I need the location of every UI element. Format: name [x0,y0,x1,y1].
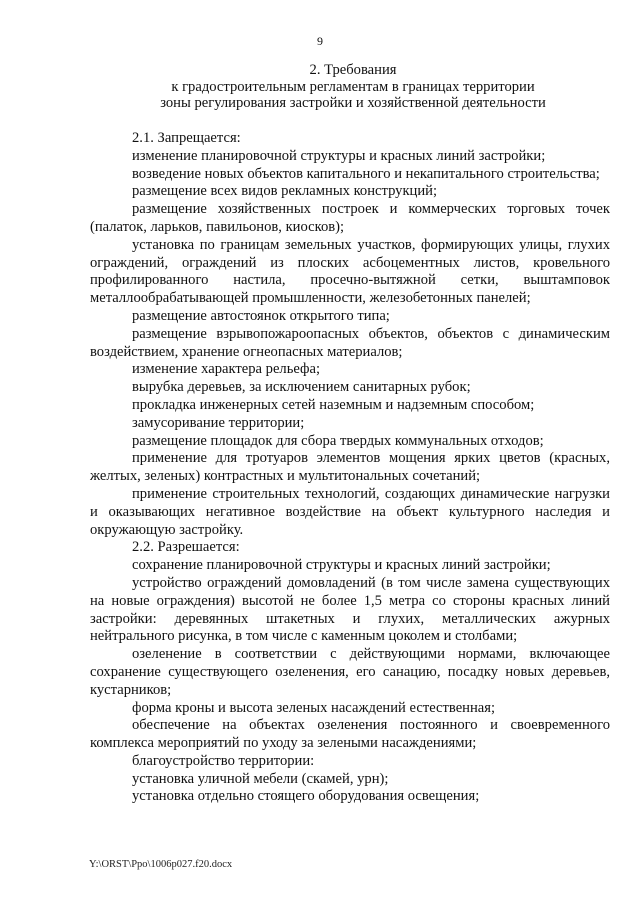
paragraph: установка по границам земельных участков, формирующих улицы, глухих ограждений, ограждений из плоских асбоцементных листов, кровельного профилированного настила, просечно-вытяжной сетки, выштамповок металлообрабатывающей промышленности, железобетонных панелей; [90,236,610,307]
paragraph: размещение хозяйственных построек и коммерческих торговых точек (палаток, ларьков, павильонов, киосков); [90,201,610,235]
heading-line-1: 2. Требования [309,62,397,78]
paragraph: применение для тротуаров элементов мощения ярких цветов (красных, желтых, зеленых) контрастных и мультитональных сочетаний; [90,450,610,485]
page-number: 9 [317,34,323,48]
heading-line-3: зоны регулирования застройки и хозяйственной деятельности [160,95,546,111]
document-body [90,130,610,806]
paragraph: форма кроны и высота зеленых насаждений естественная; [132,699,496,716]
paragraph: размещение взрывопожароопасных объектов, объектов с динамическим воздействием, хранение огнеопасных материалов; [90,325,610,360]
paragraph: размещение всех видов рекламных конструкций; [132,183,438,200]
paragraph: вырубка деревьев, за исключением санитарных рубок; [132,379,471,396]
paragraph: озеленение в соответствии с действующими нормами, включающее сохранение существующего озеленения, его санацию, посадку новых деревьев, кустарников; [90,646,610,698]
paragraph: установка уличной мебели (скамей, урн); [132,770,389,787]
paragraph: устройство ограждений домовладений (в том числе замена существующих на новые ограждения) высотой не более 1,5 метра со стороны красных линий застройки: деревянных штакетных и глухих, металлических ажурных нейтрального рисунка, в том числе с каменным цоколем и столбами; [90,574,610,645]
section-heading [90,62,616,112]
paragraph: размещение автостоянок открытого типа; [132,307,390,324]
paragraph: замусоривание территории; [132,414,305,431]
paragraph: применение строительных технологий, создающих динамические нагрузки и оказывающих негативное воздействие на объект культурного наследия и окружающую застройку. [90,485,610,538]
paragraph: благоустройство территории: [132,752,315,769]
paragraph: изменение характера рельефа; [132,361,321,378]
paragraph: сохранение планировочной структуры и красных линий застройки; [132,557,551,574]
paragraph: прокладка инженерных сетей наземным и надземным способом; [132,396,535,413]
file-path-footer: Y:\ORST\Ppo\1006p027.f20.docx [89,859,233,870]
paragraph: установка отдельно стоящего оборудования освещения; [132,788,480,805]
paragraph-2-1-title: 2.1. Запрещается: [132,130,241,146]
paragraph: размещение площадок для сбора твердых коммунальных отходов; [132,432,544,449]
paragraph: обеспечение на объектах озеленения постоянного и своевременного комплекса мероприятий по уходу за зелеными насаждениями; [90,717,610,752]
paragraph-2-2-title: 2.2. Разрешается: [132,539,240,556]
paragraph: возведение новых объектов капитального и некапитального строительства; [132,165,600,182]
paragraph: изменение планировочной структуры и красных линий застройки; [132,147,546,164]
heading-line-2: к градостроительным регламентам в границах территории [171,78,535,95]
